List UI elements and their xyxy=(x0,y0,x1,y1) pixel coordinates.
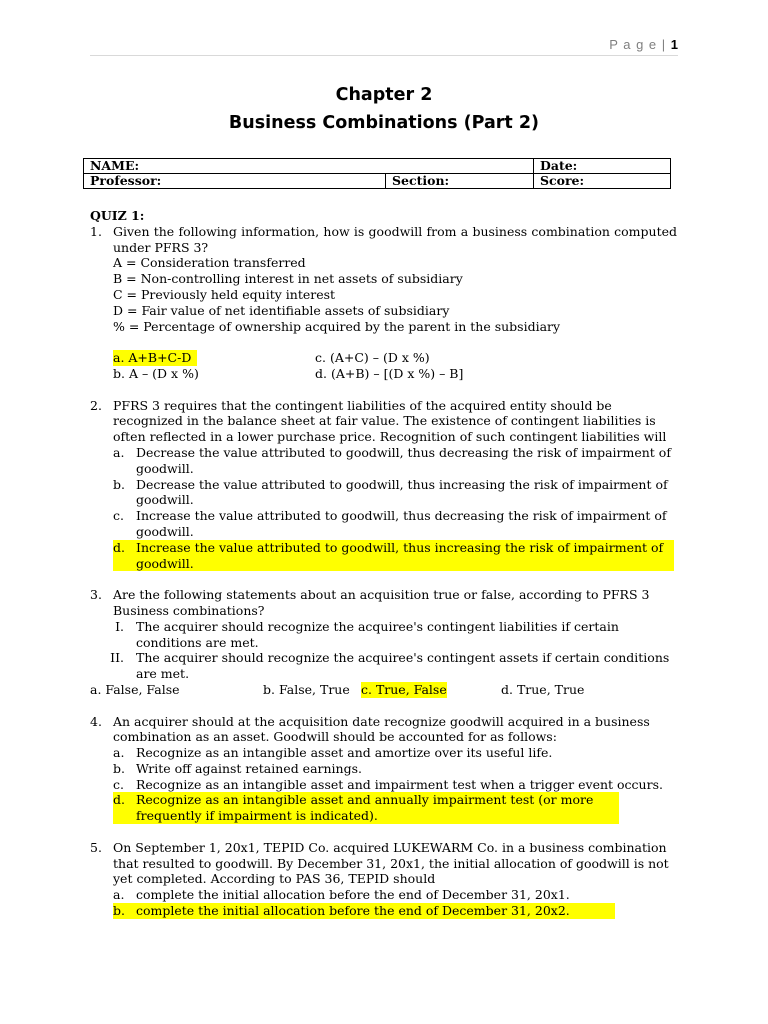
answer-option-d[interactable]: d. (A+B) – [(D x %) – B] xyxy=(315,365,464,381)
question-3 xyxy=(90,587,677,682)
question-5 xyxy=(90,840,677,919)
answer-option-c[interactable]: c. Recognize as an intangible asset and impairment test when a trigger event occurs. xyxy=(113,776,663,792)
question-text: On September 1, 20x1, TEPID Co. acquired LUKEWARM Co. in a business combination that resulted to goodwill. By December 31, 20x1, the initial allocation of goodwill is not yet completed. According to PAS 36, TEPID should xyxy=(113,839,669,887)
answer-option-a[interactable]: a. Recognize as an intangible asset and amortize over its useful life. xyxy=(113,745,553,761)
student-info-table xyxy=(83,158,671,189)
answer-option-b[interactable]: b. A – (D x %) xyxy=(113,365,199,381)
document-title: Business Combinations (Part 2) xyxy=(228,113,540,133)
page-label: P a g e xyxy=(609,37,658,52)
answer-option-d[interactable]: d. True, True xyxy=(501,681,585,697)
definition-line: % = Percentage of ownership acquired by the parent in the subsidiary xyxy=(113,318,561,334)
professor-field[interactable]: Professor: xyxy=(84,174,386,189)
answer-option-b[interactable]: b. Write off against retained earnings. xyxy=(113,760,362,776)
name-field[interactable]: NAME: xyxy=(84,159,534,174)
answer-option-a[interactable]: a. complete the initial allocation before the end of December 31, 20x1. xyxy=(113,887,570,903)
header-rule xyxy=(90,55,678,56)
score-field[interactable]: Score: xyxy=(534,174,671,189)
date-field[interactable]: Date: xyxy=(534,159,671,174)
answer-option-c[interactable]: c. (A+C) – (D x %) xyxy=(315,350,430,366)
question-number: 1. xyxy=(90,223,102,239)
answer-option-b[interactable]: b. False, True xyxy=(263,681,350,697)
page-header xyxy=(90,37,678,52)
question-text: Are the following statements about an acquisition true or false, according to PFRS 3 Business combinations? xyxy=(113,587,650,618)
question-number: 3. xyxy=(90,587,102,603)
statement-1: I. The acquirer should recognize the acquiree's contingent liabilities if certain conditions are met. xyxy=(115,618,619,650)
question-1 xyxy=(90,224,677,382)
question-number: 2. xyxy=(90,397,102,413)
answer-option-a[interactable]: a. False, False xyxy=(90,681,180,697)
answer-option-a[interactable]: a. A+B+C-D xyxy=(113,350,197,366)
answer-option-c[interactable]: c. Increase the value attributed to goodwill, thus decreasing the risk of impairment of goodwill. xyxy=(113,508,667,539)
answer-option-a[interactable]: a. Decrease the value attributed to goodwill, thus decreasing the risk of impairment of goodwill. xyxy=(113,444,671,476)
chapter-title: Chapter 2 xyxy=(335,85,433,105)
answer-option-c-highlighted[interactable]: c. True, False xyxy=(361,681,447,697)
definition-line: B = Non-controlling interest in net assets of subsidiary xyxy=(113,271,463,287)
definition-line: A = Consideration transferred xyxy=(113,255,306,271)
question-number: 4. xyxy=(90,713,102,729)
answer-option-b[interactable]: b. Decrease the value attributed to goodwill, thus increasing the risk of impairment of goodwill. xyxy=(113,476,668,508)
page-separator: | xyxy=(657,37,671,52)
question-2 xyxy=(90,398,677,572)
question-text: PFRS 3 requires that the contingent liabilities of the acquired entity should be recognized in the balance sheet at fair value. The existence of contingent liabilities is often reflected in a lower purchase price. Recognition of such contingent liabilities will xyxy=(113,397,667,445)
question-4 xyxy=(90,714,677,825)
question-text: An acquirer should at the acquisition date recognize goodwill acquired in a business combination as an asset. Goodwill should be accounted for as follows: xyxy=(113,713,650,745)
definition-line: C = Previously held equity interest xyxy=(113,286,336,302)
page-number: 1 xyxy=(670,37,678,52)
question-number: 5. xyxy=(90,839,102,855)
answer-option-d-highlighted[interactable]: d. Increase the value attributed to goodwill, thus increasing the risk of impairment of goodwill. xyxy=(113,540,674,572)
answer-option-b-highlighted[interactable]: b. complete the initial allocation before the end of December 31, 20x2. xyxy=(113,903,615,919)
question-text: Given the following information, how is goodwill from a business combination computed under PFRS 3? xyxy=(113,223,677,255)
quiz-title: QUIZ 1: xyxy=(90,208,145,223)
definition-line: D = Fair value of net identifiable assets of subsidiary xyxy=(113,302,450,318)
quiz-content xyxy=(90,208,677,919)
answer-option-d-highlighted[interactable]: d. Recognize as an intangible asset and annually impairment test (or more frequently if impairment is indicated). xyxy=(113,792,619,824)
section-field[interactable]: Section: xyxy=(386,174,534,189)
statement-2: II. The acquirer should recognize the acquiree's contingent assets if certain conditions are met. xyxy=(110,650,670,682)
